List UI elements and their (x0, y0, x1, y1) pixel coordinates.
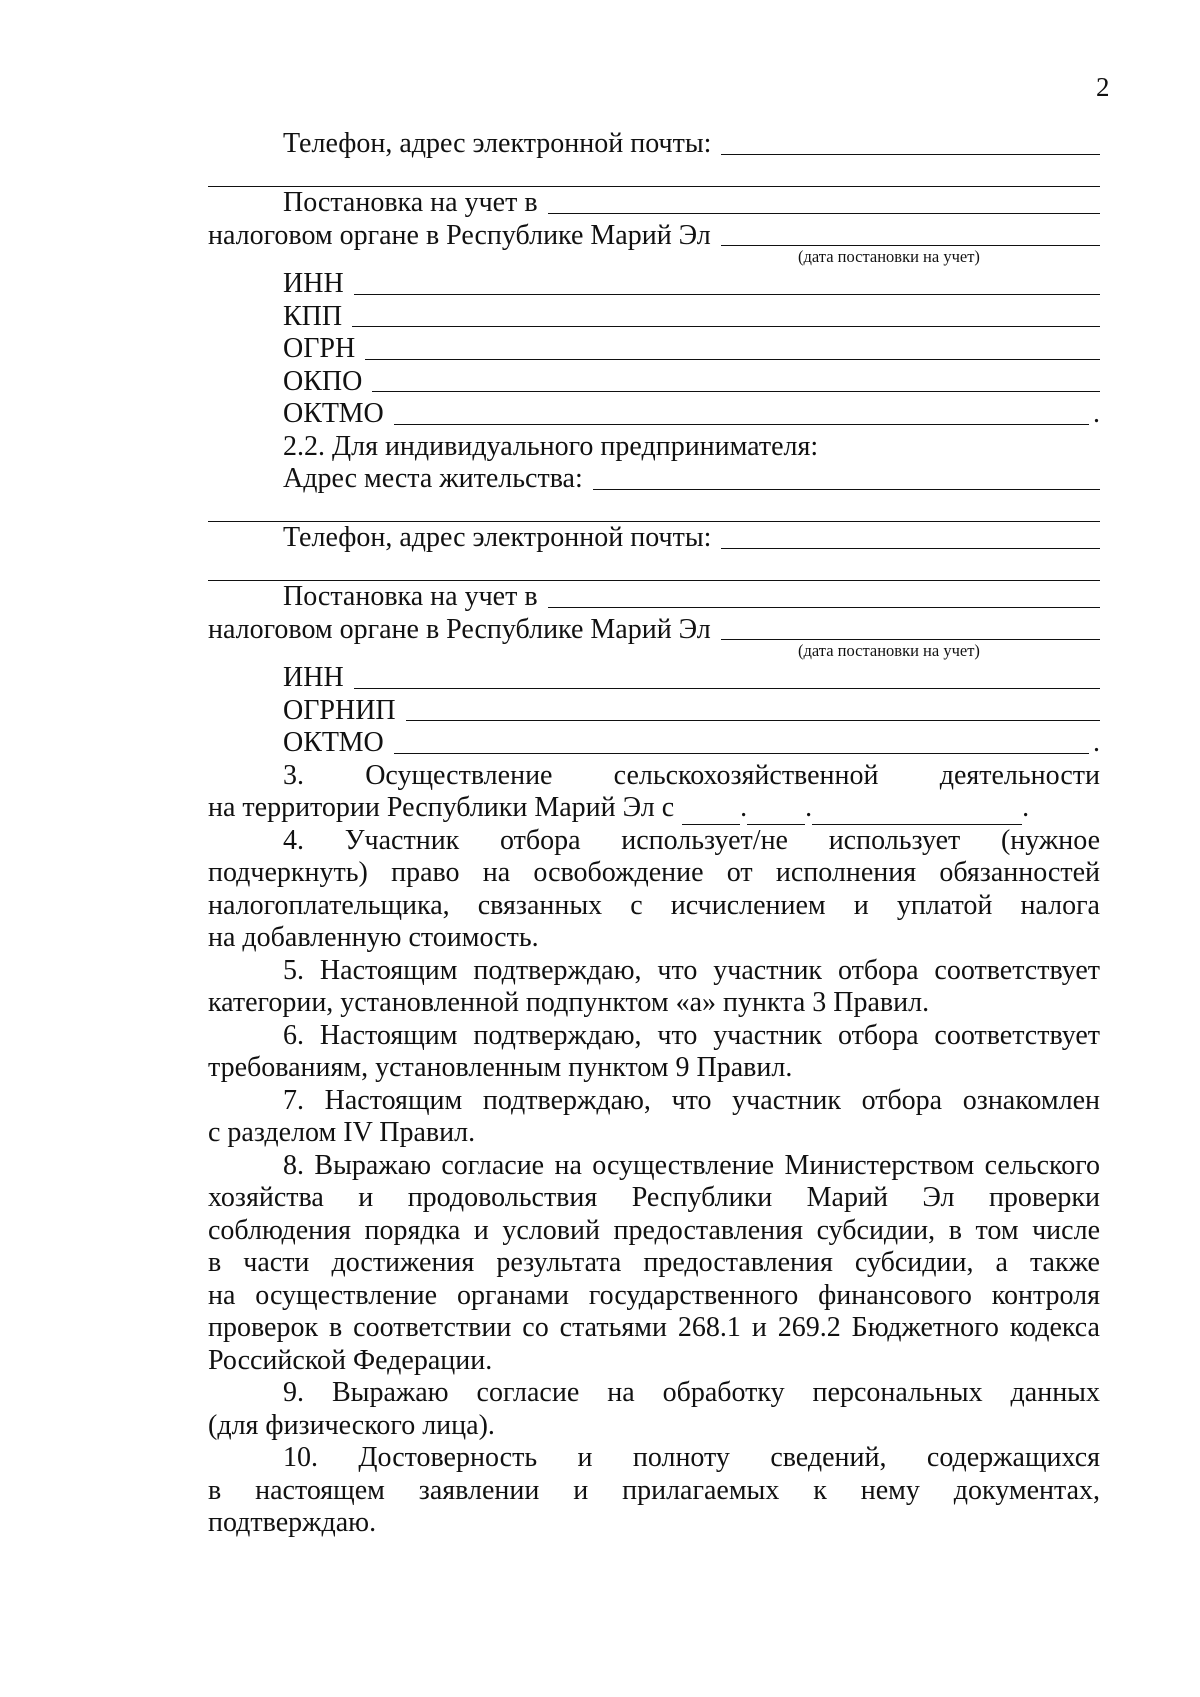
oktmo-row: ОКТМО . (283, 398, 1100, 429)
registration-date-field[interactable] (721, 244, 1100, 246)
address-label: Адрес места жительства: (283, 463, 583, 494)
document-body (208, 128, 1100, 1540)
address-field-continuation[interactable] (208, 490, 1100, 523)
kpp-field[interactable] (352, 325, 1100, 327)
inn-row (208, 268, 1100, 301)
paragraph-5-line-2: категории, установленной подпунктом «а» пункта 3 Правил. (208, 987, 930, 1018)
paragraph-8-line-6: проверок в соответствии со статьями 268.1 и 269.2 Бюджетного кодекса (208, 1312, 1100, 1343)
paragraph-10-line-2: в настоящем заявлении и прилагаемых к нему документах, (208, 1474, 1100, 1506)
ogrnip-label: ОГРНИП (283, 694, 396, 726)
paragraph-4-line-1: 4. Участник отбора использует/не использует (нужное (283, 824, 1100, 856)
paragraph-3-line-2: на территории Республики Марий Эл с . . . (208, 792, 1030, 823)
ip-registration-date-field[interactable] (721, 638, 1100, 640)
phone-email-label: Телефон, адрес электронной почты: (283, 128, 712, 159)
kpp-label: КПП (283, 300, 343, 332)
kpp-row (208, 301, 1100, 334)
paragraph-8-line-5: на осуществление органами государственного финансового контроля (208, 1279, 1100, 1311)
paragraph-10-line-3: подтверждаю. (208, 1507, 377, 1538)
ip-registration-field[interactable] (548, 606, 1100, 608)
paragraph-6-line-1: 6. Настоящим подтверждаю, что участник отбора соответствует (283, 1019, 1100, 1051)
paragraph-8-line-1: 8. Выражаю согласие на осуществление Министерством сельского (283, 1149, 1100, 1181)
paragraph-5-line-1: 5. Настоящим подтверждаю, что участник отбора соответствует (283, 954, 1100, 986)
oktmo-label: ОКТМО (283, 398, 384, 429)
registration-label-1: Постановка на учет в (283, 187, 538, 218)
ip-inn-field[interactable] (354, 687, 1100, 689)
paragraph-8-line-3: соблюдения порядка и условий предоставления субсидии, в том числе (208, 1214, 1100, 1246)
ip-date-caption: (дата постановки на учет) (798, 641, 980, 660)
ogrnip-row (208, 695, 1100, 728)
section-2-2-heading: 2.2. Для индивидуального предпринимателя: (283, 430, 819, 462)
date-caption: (дата постановки на учет) (798, 247, 980, 266)
okpo-field[interactable] (372, 390, 1100, 392)
oktmo-field[interactable] (394, 423, 1089, 425)
ip-inn-label: ИНН (283, 662, 344, 693)
ogrn-row (208, 333, 1100, 366)
paragraph-4-line-4: на добавленную стоимость. (208, 922, 539, 953)
paragraph-8-line-7: Российской Федерации. (208, 1344, 493, 1376)
ogrn-field[interactable] (365, 358, 1100, 360)
ip-registration-label-2: налоговом органе в Республике Марий Эл (208, 613, 711, 645)
ip-oktmo-label: ОКТМО (283, 727, 384, 758)
paragraph-3-line-1: 3. Осуществление сельскохозяйственной деятельности (283, 759, 1100, 791)
paragraph-6-line-2: требованиям, установленным пунктом 9 Правил. (208, 1052, 793, 1083)
paragraph-10-line-1: 10. Достоверность и полноту сведений, содержащихся (283, 1442, 1100, 1473)
ogrnip-field[interactable] (406, 719, 1100, 721)
registration-label-2: налоговом органе в Республике Марий Эл (208, 219, 711, 251)
okpo-label: ОКПО (283, 365, 363, 397)
ip-oktmo-row: ОКТМО . (283, 727, 1100, 758)
ogrn-label: ОГРН (283, 333, 356, 364)
registration-row-1 (208, 187, 1100, 220)
start-year-field[interactable] (812, 800, 1022, 825)
paragraph-9-line-2: (для физического лица). (208, 1409, 495, 1441)
ip-oktmo-field[interactable] (394, 752, 1089, 754)
paragraph-4-line-2: подчеркнуть) право на освобождение от исполнения обязанностей (208, 857, 1100, 888)
inn-field[interactable] (354, 293, 1100, 295)
okpo-row (208, 366, 1100, 399)
ip-inn-row (208, 662, 1100, 695)
ip-phone-email-field-continuation[interactable] (208, 549, 1100, 582)
paragraph-7-line-1: 7. Настоящим подтверждаю, что участник отбора ознакомлен (283, 1084, 1100, 1116)
paragraph-8-line-2: хозяйства и продовольствия Республики Марий Эл проверки (208, 1182, 1100, 1213)
ip-phone-email-label: Телефон, адрес электронной почты: (283, 522, 712, 553)
phone-email-field-continuation[interactable] (208, 155, 1100, 188)
inn-label: ИНН (283, 268, 344, 299)
page-number: 2 (1096, 72, 1110, 102)
ip-registration-label-1: Постановка на учет в (283, 581, 538, 612)
ip-registration-row-1 (208, 581, 1100, 614)
paragraph-4-line-3: налогоплательщика, связанных с исчислением и уплатой налога (208, 889, 1100, 921)
paragraph-8-line-4: в части достижения результата предоставления субсидии, а также (208, 1247, 1100, 1278)
paragraph-7-line-2: с разделом IV Правил. (208, 1117, 476, 1148)
registration-field[interactable] (548, 212, 1100, 214)
start-month-field[interactable] (747, 800, 805, 825)
start-day-field[interactable] (682, 800, 740, 825)
paragraph-9-line-1: 9. Выражаю согласие на обработку персональных данных (283, 1377, 1100, 1408)
